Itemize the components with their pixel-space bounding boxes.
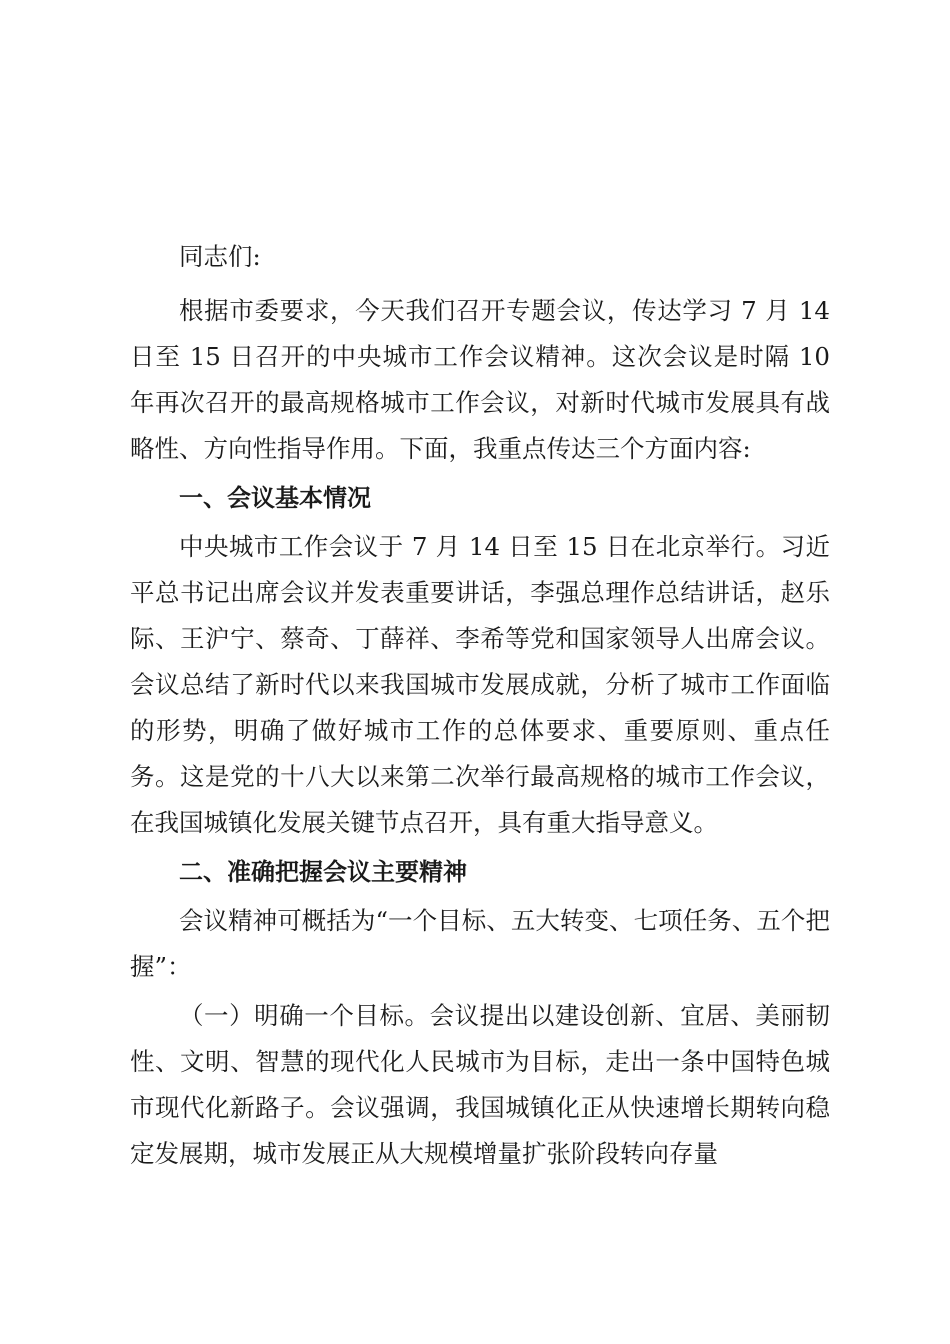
goal-paragraph: （一）明确一个目标。会议提出以建设创新、宜居、美丽韧性、文明、智慧的现代化人民城市为目标，走出一条中国特色城市现代化新路子。会议强调，我国城镇化正从快速增长期转向稳定发展期，城市发展正从大规模增量扩张阶段转向存量: [130, 1001, 830, 1168]
document-body: [130, 234, 830, 1180]
section-heading-2: 二、准确把握会议主要精神: [179, 858, 467, 886]
meeting-overview-paragraph: 中央城市工作会议于 7 月 14 日至 15 日在北京举行。习近平总书记出席会议并发表重要讲话，李强总理作总结讲话，赵乐际、王沪宁、蔡奇、丁薛祥、李希等党和国家领导人出席会议。会议总结了新时代以来我国城市发展成就，分析了城市工作面临的形势，明确了做好城市工作的总体要求、重要原则、重点任务。这是党的十八大以来第二次举行最高规格的城市工作会议，在我国城镇化发展关键节点召开，具有重大指导意义。: [130, 532, 830, 837]
spirit-summary-paragraph: 会议精神可概括为“一个目标、五大转变、七项任务、五个把握”：: [130, 906, 830, 981]
intro-paragraph: 根据市委要求，今天我们召开专题会议，传达学习 7 月 14 日至 15 日召开的中央城市工作会议精神。这次会议是时隔 10 年再次召开的最高规格城市工作会议，对新时代城市发展具有战略性、方向性指导作用。下面，我重点传达三个方面内容:: [130, 296, 830, 463]
section-heading-1: 一、会议基本情况: [179, 484, 371, 512]
salutation: 同志们:: [179, 242, 261, 271]
